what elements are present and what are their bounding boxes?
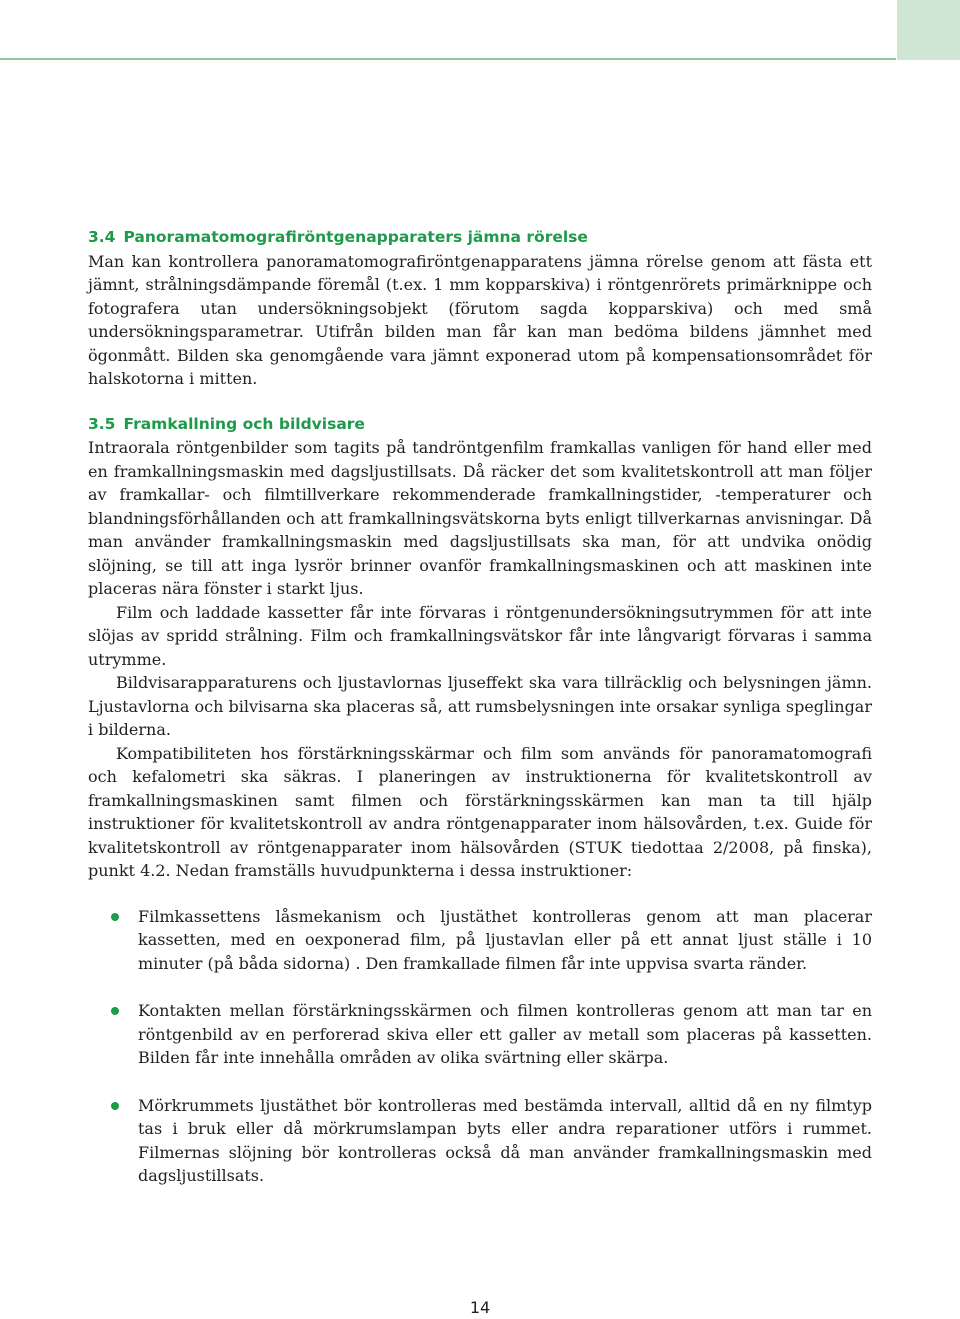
bullet-icon bbox=[111, 913, 119, 921]
page-number: 14 bbox=[469, 1298, 491, 1317]
section-3-5 bbox=[88, 413, 872, 1188]
section-title: Framkallning och bildvisare bbox=[123, 414, 365, 433]
paragraph: Bildvisarapparaturens och ljustavlornas ljuseffekt ska vara tillräcklig och belysningen jämn. Ljustavlorna och bilvisarna ska placeras så, att rumsbelysningen inte orsakar synliga speglingar i bilderna. bbox=[88, 673, 872, 739]
bullet-icon bbox=[111, 1007, 119, 1015]
corner-tab bbox=[897, 0, 960, 60]
list-item bbox=[88, 905, 872, 976]
bullet-icon bbox=[111, 1102, 119, 1110]
section-number: 3.5 bbox=[88, 414, 116, 433]
list-item-text: Kontakten mellan förstärkningsskärmen och filmen kontrolleras genom att man tar en röntgenbild av en perforerad skiva eller ett galler av metall som placeras på kassetten. Bilden får inte innehålla områden av olika svärtning eller skärpa. bbox=[138, 1001, 872, 1067]
header-rule bbox=[0, 58, 896, 60]
section-heading bbox=[88, 226, 872, 250]
paragraph: Man kan kontrollera panoramatomografiröntgenapparatens jämna rörelse genom att fästa ett jämnt, strålningsdämpande föremål (t.ex. 1 mm kopparskiva) i röntgenrörets primärknippe och fotografera utan undersökningsobjekt (förutom sagda kopparskiva) och med små undersökningsparametrar. Utifrån bilden man får kan man bedöma bildens jämnhet med ögonmått. Bilden ska genomgående vara jämnt exponerad utom på kompensationsområdet för halskotorna i mitten. bbox=[88, 251, 872, 388]
list-item bbox=[88, 999, 872, 1070]
list-item-text: Filmkassettens låsmekanism och ljustäthet kontrolleras genom att man placerar kassetten, med en oexponerad film, på ljustavlan eller på ett annat ljust ställe i 10 minuter (på båda sidorna) . Den framkallade filmen får inte uppvisa svarta ränder. bbox=[138, 906, 872, 973]
section-3-4 bbox=[88, 226, 872, 391]
list-item bbox=[88, 1094, 872, 1188]
section-heading bbox=[88, 413, 872, 437]
paragraph: Film och laddade kassetter får inte förvaras i röntgenundersökningsutrymmen för att inte slöjas av spridd strålning. Film och framkallningsvätskor får inte långvarigt förvaras i samma utrymme. bbox=[88, 602, 872, 669]
section-title: Panoramatomografiröntgenapparaters jämna rörelse bbox=[123, 228, 588, 246]
list-item-text: Mörkrummets ljustäthet bör kontrolleras med bestämda intervall, alltid då en ny filmtyp tas i bruk eller då mörkrumslampan byts eller andra reparationer utförs i rummet. Filmernas slöjning bör kontrolleras också då man använder framkallningsmaskin med dagsljustillsats. bbox=[138, 1095, 872, 1185]
bullet-list bbox=[88, 905, 872, 1188]
section-number: 3.4 bbox=[88, 228, 116, 246]
page-content bbox=[88, 226, 872, 1212]
paragraph: Kompatibiliteten hos förstärkningsskärmar och film som används för panoramatomografi och kefalometri ska säkras. I planeringen av instruktionerna för kvalitetskontroll av framkallningsmaskinen samt filmen och förstärkningsskärmen kan man ta till hjälp instruktioner för kvalitetskontroll av andra röntgenapparater inom hälsovården, t.ex. Guide för kvalitetskontroll av röntgenapparater inom hälsovården (STUK tiedottaa 2/2008, på finska), punkt 4.2. Nedan framställs huvudpunkterna i dessa instruktioner: bbox=[88, 743, 872, 880]
paragraph: Intraorala röntgenbilder som tagits på tandröntgenfilm framkallas vanligen för hand eller med en framkallningsmaskin med dagsljustillsats. Då räcker det som kvalitetskontroll att man följer av framkallar- och filmtillverkare rekommenderade framkallningstider, -temperaturer och blandningsförhållanden och att framkallningsvätskorna byts enligt tillverkarnas anvisningar. Då man använder framkallningsmaskin med dagsljustillsats ska man, för att undvika onödig slöjning, se till att inga lysrör brinner ovanför framkallningsmaskinen och att maskinen inte placeras nära fönster i starkt ljus. bbox=[88, 438, 872, 598]
